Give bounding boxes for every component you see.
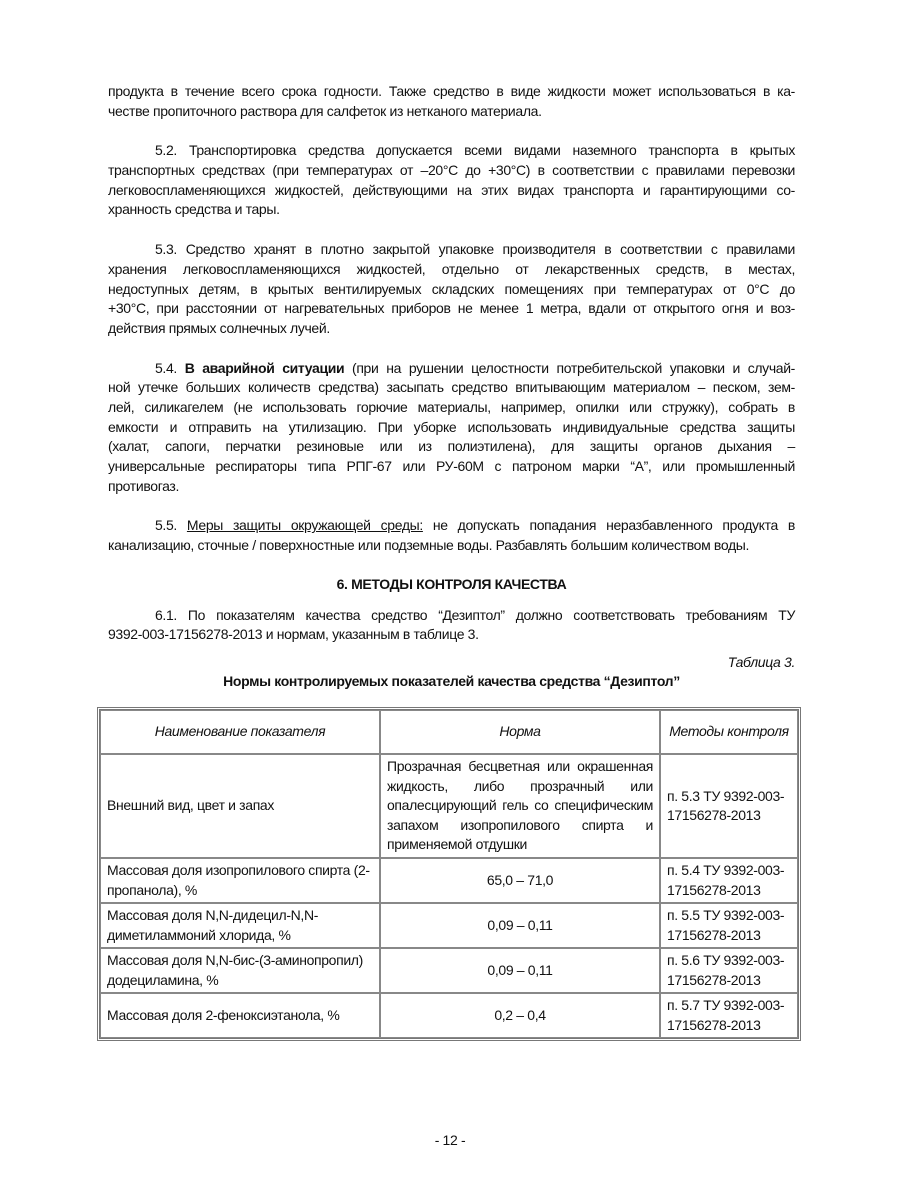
text-line: 9392-003-17156278-2013 и нормам, указанным в таблице 3. (108, 626, 479, 643)
text-line: транспортных средствах (при температурах от –20°С до +30°С) в соответствии с правилами перевозки (108, 162, 795, 179)
text-line: легковоспламеняющихся жидкостей, действующими на этих видах транспорта и гарантирующими со- (108, 181, 795, 198)
text-line: универсальные респираторы типа РПГ-67 или РУ-60М с патроном марки “А”, или промышленный (108, 458, 795, 474)
cell-method: п. 5.6 ТУ 9392-003-17156278-2013 (660, 948, 798, 993)
text-line: лей, силикагелем (не использовать горючие материалы, например, опилки или стружку), собрать в (108, 398, 795, 415)
cell-method: п. 5.4 ТУ 9392-003-17156278-2013 (660, 858, 798, 903)
cell-method: п. 5.7 ТУ 9392-003-17156278-2013 (660, 993, 798, 1038)
cell-norm: 0,09 – 0,11 (380, 948, 660, 993)
table-row (100, 754, 798, 858)
column-header: Наименование показателя (100, 710, 380, 754)
text-line: емкости и отправить на утилизацию. При уборке использовать индивидуальные средства защиты (108, 418, 795, 435)
table-row (100, 993, 798, 1038)
text-line (108, 516, 795, 536)
text-line: ной утечке больших количеств средства) засыпать средство впитывающим материалом – песком, зем- (108, 379, 795, 396)
section-heading: 6. МЕТОДЫ КОНТРОЛЯ КАЧЕСТВА (336, 575, 567, 592)
text-line (108, 359, 795, 379)
text-span: (при на рушении целостности потребительской упаковки и случай- (344, 359, 795, 376)
cell-norm: 0,09 – 0,11 (380, 903, 660, 948)
text-line: продукта в течение всего срока годности. Также средство в виде жидкости может использоваться в ка- (108, 83, 795, 99)
underlined-term: Меры защиты окружающей среды: (186, 517, 423, 534)
cell-name: Массовая доля 2-феноксиэтанола, % (100, 993, 380, 1038)
table-title: Нормы контролируемых показателей качества средства “Дезиптол” (223, 673, 680, 690)
cell-norm: 0,2 – 0,4 (380, 993, 660, 1038)
column-header: Методы контроля (660, 710, 798, 754)
paragraph-number: 5.4. (155, 359, 185, 376)
page-number: - 12 - (434, 1132, 466, 1148)
text-line: 6.1. По показателям качества средство “Дезиптол” должно соответствовать требованиям ТУ (155, 606, 795, 623)
paragraph-5-3 (108, 240, 795, 338)
text-line: недоступных детям, в крытых вентилируемых складских помещениях при температурах от 0°С до (108, 280, 795, 297)
text-span: не допускать попадания неразбавленного продукта в (422, 517, 795, 534)
text-line: 5.2. Транспортировка средства допускается всеми видами наземного транспорта в крытых (155, 142, 795, 159)
table-header-row (100, 710, 798, 754)
cell-name: Массовая доля N,N-бис-(3-аминопропил) додециламина, % (100, 948, 380, 993)
text-line: действия прямых солнечных лучей. (108, 319, 330, 336)
paragraph-5-5 (108, 516, 795, 555)
text-line: хранность средства и тары. (108, 201, 280, 218)
text-line: хранения легковоспламеняющихся жидкостей, отдельно от лекарственных средств, в местах, (108, 260, 795, 277)
cell-norm: Прозрачная бесцветная или окрашенная жидкость, либо прозрачный или опалесцирующий гель со специфическим запахом изопропилового спирта и применяемой отдушки (380, 754, 660, 858)
column-header: Норма (380, 710, 660, 754)
text-line: честве пропиточного раствора для салфеток из нетканого материала. (108, 102, 542, 119)
table-row (100, 858, 798, 903)
cell-norm: 65,0 – 71,0 (380, 858, 660, 903)
table-row (100, 948, 798, 993)
text-line: 5.3. Средство хранят в плотно закрытой упаковке производителя в соответствии с правилами (155, 241, 795, 258)
document-body (108, 82, 795, 691)
paragraph-intro (108, 82, 795, 121)
cell-name: Массовая доля N,N-дидецил-N,N-диметиламмоний хлорида, % (100, 903, 380, 948)
table-row (100, 903, 798, 948)
paragraph-number: 5.5. (155, 517, 187, 534)
cell-method: п. 5.5 ТУ 9392-003-17156278-2013 (660, 903, 798, 948)
table-label: Таблица 3. (727, 654, 795, 671)
paragraph-5-2 (108, 141, 795, 220)
bold-term: В аварийной ситуации (184, 359, 345, 376)
paragraph-5-4 (108, 359, 795, 497)
quality-norms-table (97, 707, 801, 1041)
text-line: канализацию, сточные / поверхностные или подземные воды. Разбавлять большим количеством воды. (108, 537, 750, 554)
cell-name: Массовая доля изопропилового спирта (2-пропанола), % (100, 858, 380, 903)
paragraph-6-1 (108, 606, 795, 645)
text-line: противогаз. (108, 477, 180, 494)
text-line: +30°С, при расстоянии от нагревательных приборов не менее 1 метра, вдали от открытого огня и воз- (108, 300, 795, 317)
text-line: (халат, сапоги, перчатки резиновые или из полиэтилена), для защиты органов дыхания – (108, 438, 795, 455)
cell-name: Внешний вид, цвет и запах (100, 754, 380, 858)
cell-method: п. 5.3 ТУ 9392-003-17156278-2013 (660, 754, 798, 858)
